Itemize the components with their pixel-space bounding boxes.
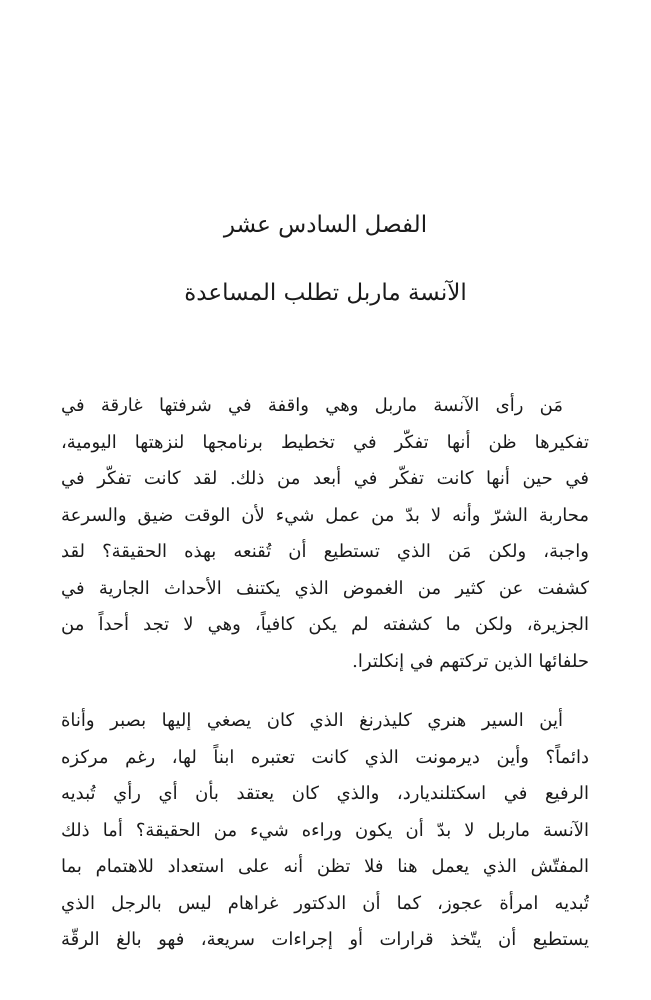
text-line: محاربة الشرّ وأنه لا بدّ من عمل شيء لأن الوقت ضيق والسرعة bbox=[61, 504, 589, 526]
text-line: حلفائها الذين تركتهم في إنكلترا. bbox=[352, 650, 589, 672]
paragraph-2 bbox=[61, 703, 589, 959]
text-line: تفكيرها ظن أنها تفكّر في تخطيط برنامجها لنزهتها اليومية، bbox=[61, 431, 589, 453]
text-line: الآنسة ماربل لا بدّ أن يكون وراءه شيء من الحقيقة؟ أما ذلك bbox=[61, 819, 589, 841]
text-line: كشفت عن كثير من الغموض الذي يكتنف الأحداث الجارية في bbox=[61, 577, 589, 599]
text-line: واجبة، ولكن مَن الذي تستطيع أن تُقنعه بهذه الحقيقة؟ لقد bbox=[61, 541, 589, 562]
text-line: تُبديه امرأة عجوز، كما أن الدكتور غراهام ليس بالرجل الذي bbox=[61, 892, 589, 914]
text-line: الجزيرة، ولكن ما كشفته لم يكن كافياً، وهي لا تجد أحداً من bbox=[61, 614, 589, 635]
text-line: الرفيع في اسكتلنديارد، والذي كان يعتقد بأن أي رأي تُبديه bbox=[61, 783, 589, 804]
chapter-number: الفصل السادس عشر bbox=[223, 212, 428, 238]
text-line: مَن رأى الآنسة ماربل وهي واقفة في شرفتها غارقة في bbox=[61, 395, 563, 416]
text-line: المفتّش الذي يعمل هنا فلا تظن أنه على استعداد للاهتمام بما bbox=[61, 856, 589, 877]
text-line: أين السير هنري كليذرنغ الذي كان يصغي إليها بصبر وأناة bbox=[61, 710, 563, 731]
text-line: يستطيع أن يتّخذ قرارات أو إجراءات سريعة، فهو بالغ الرقّة bbox=[61, 929, 589, 950]
chapter-title: الآنسة ماربل تطلب المساعدة bbox=[184, 280, 467, 306]
text-line: في حين أنها كانت تفكّر في أبعد من ذلك. لقد كانت تفكّر في bbox=[61, 468, 589, 489]
paragraph-1 bbox=[61, 388, 589, 680]
text-line: دائماً؟ وأين ديرمونت الذي كانت تعتبره ابناً لها، رغم مركزه bbox=[61, 746, 589, 768]
